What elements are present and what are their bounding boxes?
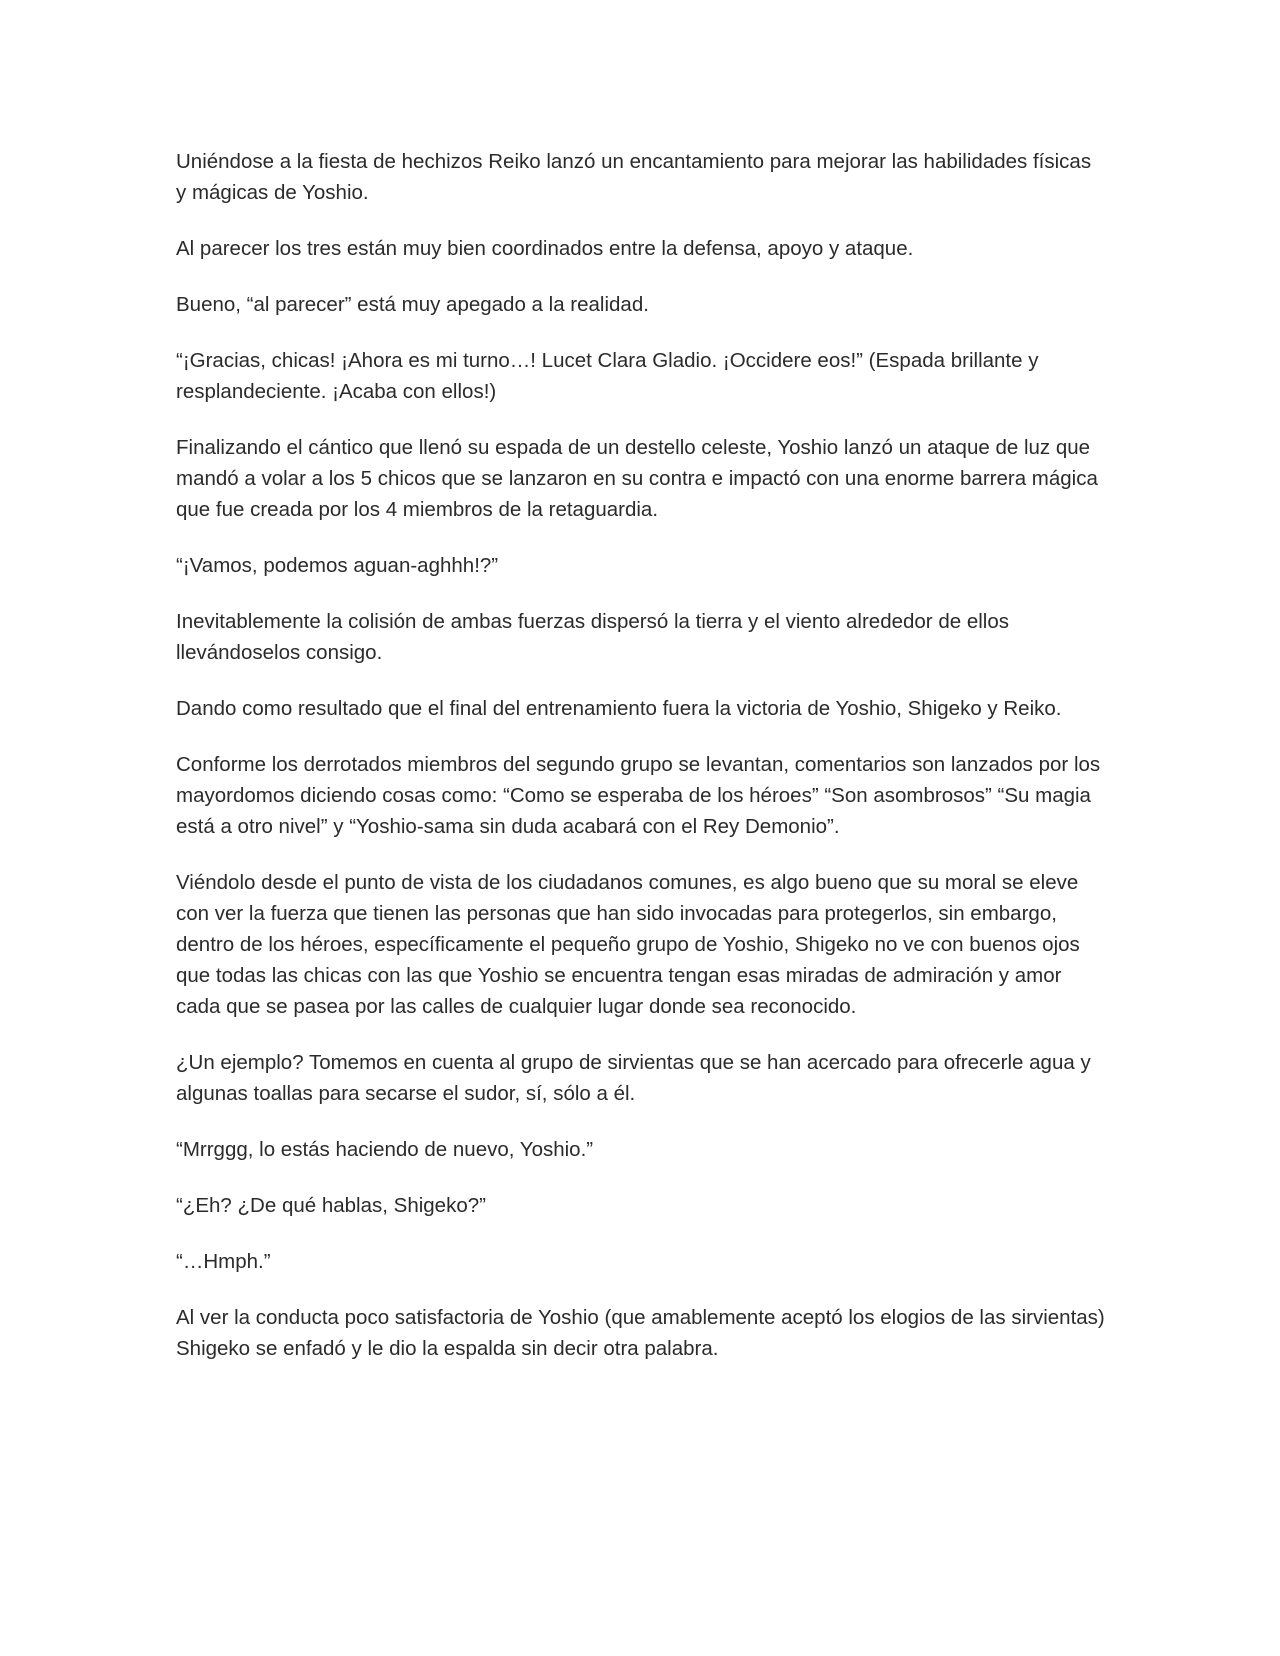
paragraph: Inevitablemente la colisión de ambas fuerzas dispersó la tierra y el viento alrededor de ellos llevándoselos consigo. <box>176 610 1009 664</box>
paragraph: Al ver la conducta poco satisfactoria de Yoshio (que amablemente aceptó los elogios de las sirvientas) Shigeko se enfadó y le dio la espalda sin decir otra palabra. <box>176 1306 1105 1360</box>
document-body <box>176 146 1106 1389</box>
paragraph: “Mrrggg, lo estás haciendo de nuevo, Yoshio.” <box>176 1138 594 1161</box>
paragraph: Viéndolo desde el punto de vista de los ciudadanos comunes, es algo bueno que su moral se eleve con ver la fuerza que tienen las personas que han sido invocadas para protegerlos, sin embargo, dentro de los héroes, específicamente el pequeño grupo de Yoshio, Shigeko no ve con buenos ojos que todas las chicas con las que Yoshio se encuentra tengan esas miradas de admiración y amor cada que se pasea por las calles de cualquier lugar donde sea reconocido. <box>176 871 1080 1018</box>
paragraph: Al parecer los tres están muy bien coordinados entre la defensa, apoyo y ataque. <box>176 237 914 260</box>
paragraph: ¿Un ejemplo? Tomemos en cuenta al grupo de sirvientas que se han acercado para ofrecerle agua y algunas toallas para secarse el sudor, sí, sólo a él. <box>176 1051 1091 1105</box>
paragraph: “¡Vamos, podemos aguan-aghhh!?” <box>176 554 499 577</box>
paragraph: Dando como resultado que el final del entrenamiento fuera la victoria de Yoshio, Shigeko y Reiko. <box>176 697 1062 720</box>
paragraph: “…Hmph.” <box>176 1250 271 1273</box>
paragraph: Uniéndose a la fiesta de hechizos Reiko lanzó un encantamiento para mejorar las habilidades físicas y mágicas de Yoshio. <box>176 150 1092 204</box>
paragraph: Finalizando el cántico que llenó su espada de un destello celeste, Yoshio lanzó un ataque de luz que mandó a volar a los 5 chicos que se lanzaron en su contra e impactó con una enorme barrera mágica que fue creada por los 4 miembros de la retaguardia. <box>176 436 1098 521</box>
paragraph: Conforme los derrotados miembros del segundo grupo se levantan, comentarios son lanzados por los mayordomos diciendo cosas como: “Como se esperaba de los héroes” “Son asombrosos” “Su magia está a otro nivel” y “Yoshio-sama sin duda acabará con el Rey Demonio”. <box>176 753 1101 838</box>
paragraph: “¿Eh? ¿De qué hablas, Shigeko?” <box>176 1194 486 1217</box>
paragraph: Bueno, “al parecer” está muy apegado a la realidad. <box>176 293 649 316</box>
paragraph: “¡Gracias, chicas! ¡Ahora es mi turno…! Lucet Clara Gladio. ¡Occidere eos!” (Espada brillante y resplandeciente. ¡Acaba con ellos!) <box>176 349 1039 403</box>
